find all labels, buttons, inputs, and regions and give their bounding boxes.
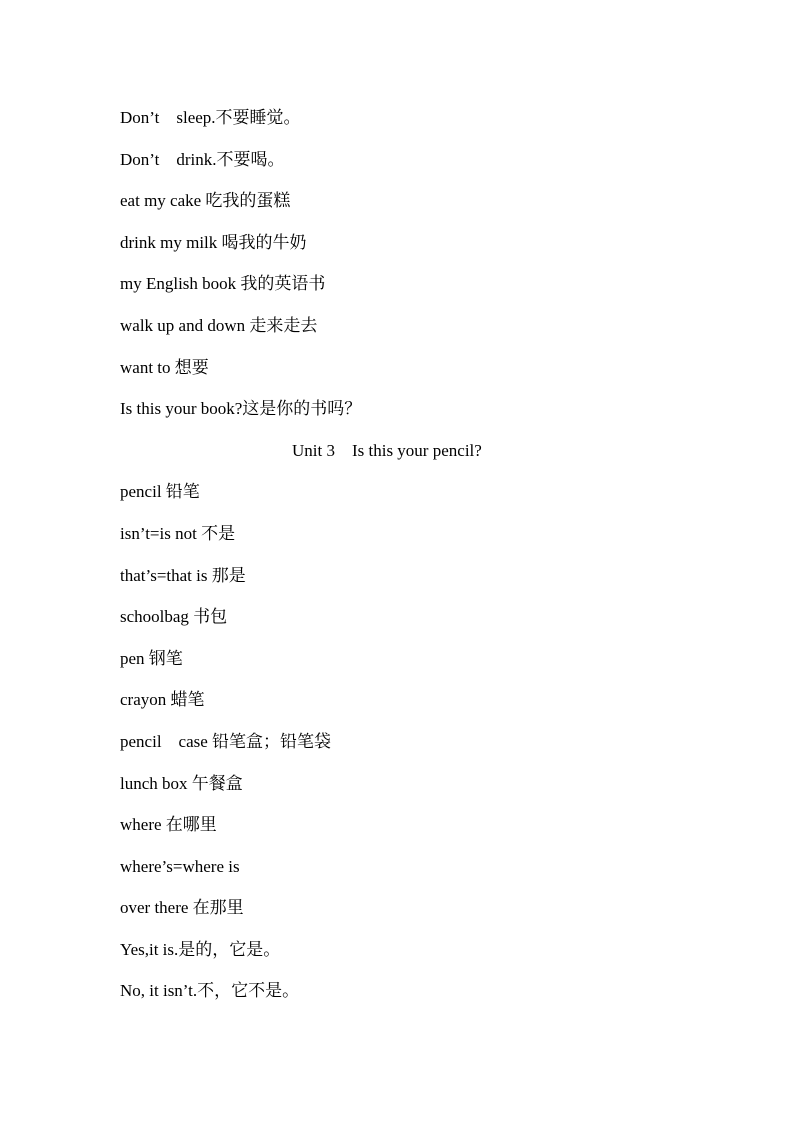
vocab-line: pen 钢笔 (120, 648, 183, 668)
vocab-line: walk up and down 走来走去 (120, 315, 318, 335)
vocab-line: isn’t=is not 不是 (120, 523, 236, 543)
vocab-line: Don’t drink.不要喝。 (120, 149, 285, 169)
vocab-line: that’s=that is 那是 (120, 565, 246, 585)
vocab-line: pencil case 铅笔盒；铅笔袋 (120, 731, 332, 751)
vocab-line: where 在哪里 (120, 815, 217, 835)
vocab-line: Is this your book?这是你的书吗？ (120, 399, 362, 419)
vocab-line: Don’t sleep.不要睡觉。 (120, 108, 301, 127)
unit-heading: Unit 3 Is this your pencil? (292, 440, 482, 460)
vocab-line: No, it isn’t.不，它不是。 (120, 981, 300, 1001)
vocab-line: want to 想要 (120, 357, 209, 377)
vocab-line: schoolbag 书包 (120, 607, 228, 627)
vocabulary-list (120, 106, 680, 1021)
vocab-line: drink my milk 喝我的牛奶 (120, 232, 307, 252)
vocab-line: my English book 我的英语书 (120, 274, 326, 294)
vocab-line: lunch box 午餐盒 (120, 773, 243, 793)
vocab-line: Yes,it is.是的，它是。 (120, 939, 281, 959)
vocab-line: eat my cake 吃我的蛋糕 (120, 191, 291, 211)
vocab-line: over there 在那里 (120, 898, 244, 918)
vocab-line: where’s=where is (120, 856, 240, 876)
vocab-line: crayon 蜡笔 (120, 690, 205, 710)
vocab-line: pencil 铅笔 (120, 482, 200, 502)
